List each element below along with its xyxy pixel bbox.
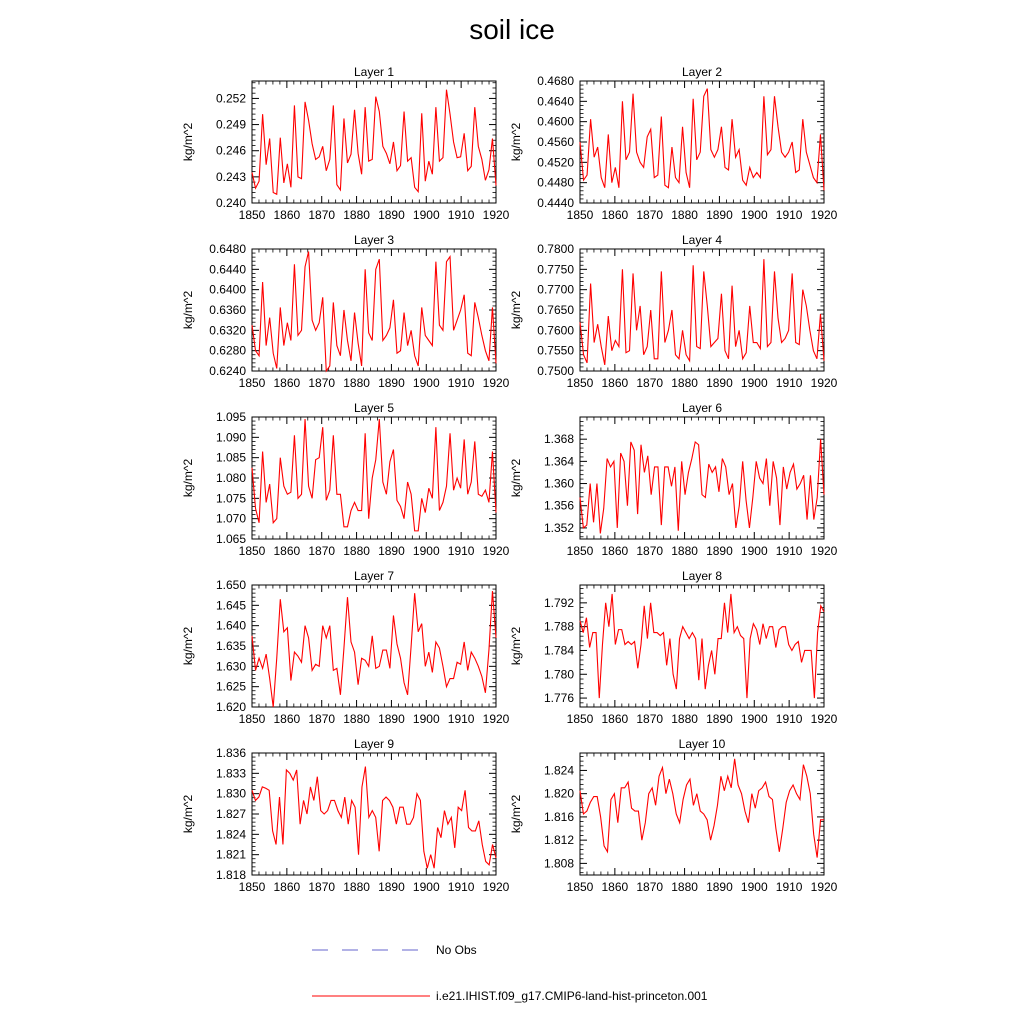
x-tick-label: 1870 bbox=[308, 544, 336, 558]
panel-title: Layer 8 bbox=[681, 569, 723, 583]
x-tick-label: 1860 bbox=[273, 880, 301, 894]
y-tick-label: 1.824 bbox=[543, 763, 574, 778]
x-tick-label: 1890 bbox=[706, 712, 733, 726]
x-tick-label: 1890 bbox=[706, 544, 733, 558]
x-tick-label: 1850 bbox=[566, 544, 594, 558]
chart-panel-4 bbox=[509, 233, 838, 390]
x-tick-label: 1870 bbox=[636, 880, 664, 894]
series-line bbox=[580, 89, 824, 191]
x-tick-label: 1890 bbox=[706, 880, 733, 894]
x-tick-label: 1880 bbox=[343, 208, 370, 222]
y-axis-label: kg/m^2 bbox=[509, 794, 523, 834]
chart-panel-2 bbox=[509, 65, 838, 222]
x-tick-label: 1910 bbox=[775, 880, 803, 894]
panel-title: Layer 2 bbox=[681, 65, 723, 79]
y-tick-label: 1.080 bbox=[215, 471, 246, 485]
plot-frame bbox=[252, 417, 496, 539]
y-tick-label: 1.095 bbox=[215, 410, 246, 424]
y-axis-label: kg/m^2 bbox=[509, 122, 523, 162]
y-tick-label: 1.827 bbox=[215, 807, 246, 821]
y-tick-label: 0.6480 bbox=[209, 242, 246, 256]
x-tick-label: 1880 bbox=[671, 376, 698, 390]
y-tick-label: 1.640 bbox=[215, 618, 246, 633]
x-tick-label: 1880 bbox=[671, 544, 698, 558]
panel-title: Layer 4 bbox=[681, 233, 723, 247]
y-tick-label: 1.630 bbox=[215, 659, 246, 674]
x-tick-label: 1900 bbox=[740, 712, 768, 726]
y-tick-label: 1.090 bbox=[215, 430, 246, 445]
x-tick-label: 1910 bbox=[775, 208, 803, 222]
chart-panel-1 bbox=[181, 65, 510, 222]
chart-panel-8 bbox=[509, 569, 838, 726]
y-tick-label: 1.645 bbox=[215, 598, 246, 613]
x-tick-label: 1870 bbox=[308, 712, 336, 726]
legend-label-model: i.e21.IHIST.f09_g17.CMIP6-land-hist-princeton.001 bbox=[436, 989, 708, 1003]
y-tick-label: 0.7600 bbox=[537, 323, 574, 338]
x-tick-label: 1880 bbox=[671, 712, 698, 726]
x-tick-label: 1890 bbox=[378, 544, 405, 558]
series-line bbox=[252, 591, 496, 707]
y-tick-label: 0.7700 bbox=[537, 282, 574, 297]
y-tick-label: 1.364 bbox=[543, 454, 574, 469]
y-tick-label: 0.6320 bbox=[209, 323, 246, 338]
x-tick-label: 1870 bbox=[636, 208, 664, 222]
y-tick-label: 0.4480 bbox=[537, 175, 574, 190]
y-axis-label: kg/m^2 bbox=[181, 458, 195, 498]
y-tick-label: 1.818 bbox=[215, 868, 246, 882]
x-tick-label: 1910 bbox=[775, 544, 803, 558]
y-axis-label: kg/m^2 bbox=[181, 626, 195, 666]
series-line bbox=[580, 759, 824, 858]
y-axis-label: kg/m^2 bbox=[509, 290, 523, 330]
x-tick-label: 1910 bbox=[447, 712, 475, 726]
plot-frame bbox=[252, 81, 496, 203]
x-tick-label: 1880 bbox=[671, 880, 698, 894]
x-tick-label: 1920 bbox=[810, 208, 838, 222]
y-tick-label: 0.4520 bbox=[537, 155, 574, 170]
x-tick-label: 1850 bbox=[566, 376, 594, 390]
x-tick-label: 1920 bbox=[810, 712, 838, 726]
y-tick-label: 0.7650 bbox=[537, 303, 574, 317]
x-tick-label: 1890 bbox=[378, 880, 405, 894]
y-tick-label: 1.650 bbox=[215, 578, 246, 592]
series-line bbox=[252, 90, 496, 195]
x-tick-label: 1850 bbox=[566, 208, 594, 222]
x-tick-label: 1880 bbox=[343, 544, 370, 558]
y-tick-label: 1.065 bbox=[215, 532, 246, 546]
x-tick-label: 1860 bbox=[601, 880, 629, 894]
y-tick-label: 0.7750 bbox=[537, 262, 574, 277]
y-axis-label: kg/m^2 bbox=[509, 626, 523, 666]
y-tick-label: 1.085 bbox=[215, 450, 246, 465]
x-tick-label: 1870 bbox=[308, 880, 336, 894]
x-tick-label: 1860 bbox=[273, 712, 301, 726]
y-tick-label: 1.780 bbox=[543, 667, 574, 682]
x-tick-label: 1910 bbox=[447, 376, 475, 390]
y-tick-label: 1.784 bbox=[543, 643, 574, 658]
plot-frame bbox=[580, 81, 824, 203]
y-tick-label: 0.246 bbox=[215, 143, 246, 158]
x-tick-label: 1920 bbox=[810, 880, 838, 894]
x-tick-label: 1900 bbox=[412, 376, 440, 390]
x-tick-label: 1920 bbox=[482, 712, 510, 726]
y-tick-label: 0.243 bbox=[215, 169, 246, 184]
y-tick-label: 0.4680 bbox=[537, 74, 574, 88]
x-tick-label: 1900 bbox=[740, 880, 768, 894]
x-tick-label: 1900 bbox=[412, 208, 440, 222]
y-tick-label: 1.824 bbox=[215, 827, 246, 842]
legend bbox=[312, 943, 708, 1003]
x-tick-label: 1870 bbox=[636, 376, 664, 390]
x-tick-label: 1910 bbox=[775, 376, 803, 390]
x-tick-label: 1910 bbox=[447, 208, 475, 222]
x-tick-label: 1890 bbox=[378, 376, 405, 390]
y-tick-label: 0.7550 bbox=[537, 343, 574, 358]
y-tick-label: 1.360 bbox=[543, 476, 574, 491]
y-tick-label: 1.830 bbox=[215, 786, 246, 801]
y-tick-label: 0.4440 bbox=[537, 196, 574, 210]
x-tick-label: 1860 bbox=[601, 376, 629, 390]
y-tick-label: 1.635 bbox=[215, 639, 246, 653]
x-tick-label: 1920 bbox=[810, 544, 838, 558]
x-tick-label: 1870 bbox=[308, 208, 336, 222]
x-tick-label: 1850 bbox=[238, 712, 266, 726]
x-tick-label: 1920 bbox=[482, 880, 510, 894]
y-tick-label: 1.070 bbox=[215, 511, 246, 526]
x-tick-label: 1860 bbox=[601, 208, 629, 222]
x-tick-label: 1920 bbox=[482, 208, 510, 222]
y-axis-label: kg/m^2 bbox=[181, 794, 195, 834]
x-tick-label: 1880 bbox=[671, 208, 698, 222]
panel-title: Layer 1 bbox=[353, 65, 395, 79]
y-tick-label: 0.7500 bbox=[537, 364, 574, 378]
x-tick-label: 1890 bbox=[706, 208, 733, 222]
legend-label-no-obs: No Obs bbox=[436, 943, 477, 957]
y-tick-label: 0.7800 bbox=[537, 242, 574, 256]
x-tick-label: 1860 bbox=[601, 712, 629, 726]
y-tick-label: 1.356 bbox=[543, 498, 574, 513]
x-tick-label: 1880 bbox=[343, 880, 370, 894]
x-tick-label: 1880 bbox=[343, 712, 370, 726]
series-line bbox=[252, 419, 496, 531]
panel-title: Layer 9 bbox=[353, 737, 395, 751]
x-tick-label: 1860 bbox=[601, 544, 629, 558]
y-tick-label: 1.792 bbox=[543, 595, 574, 610]
x-tick-label: 1920 bbox=[810, 376, 838, 390]
series-line bbox=[580, 259, 824, 365]
x-tick-label: 1900 bbox=[740, 208, 768, 222]
x-tick-label: 1920 bbox=[482, 544, 510, 558]
y-tick-label: 0.240 bbox=[215, 196, 246, 210]
x-tick-label: 1890 bbox=[378, 712, 405, 726]
y-axis-label: kg/m^2 bbox=[181, 290, 195, 330]
panel-title: Layer 7 bbox=[353, 569, 395, 583]
x-tick-label: 1900 bbox=[412, 712, 440, 726]
x-tick-label: 1850 bbox=[238, 376, 266, 390]
x-tick-label: 1900 bbox=[412, 544, 440, 558]
x-tick-label: 1900 bbox=[740, 376, 768, 390]
x-tick-label: 1850 bbox=[238, 880, 266, 894]
x-tick-label: 1880 bbox=[343, 376, 370, 390]
y-tick-label: 0.6440 bbox=[209, 262, 246, 277]
x-tick-label: 1900 bbox=[412, 880, 440, 894]
x-tick-label: 1910 bbox=[775, 712, 803, 726]
x-tick-label: 1890 bbox=[378, 208, 405, 222]
series-line bbox=[580, 439, 824, 533]
y-tick-label: 0.4560 bbox=[537, 135, 574, 149]
x-tick-label: 1910 bbox=[447, 880, 475, 894]
x-tick-label: 1860 bbox=[273, 544, 301, 558]
x-tick-label: 1900 bbox=[740, 544, 768, 558]
y-tick-label: 0.6280 bbox=[209, 343, 246, 358]
chart-panel-7 bbox=[181, 569, 510, 726]
panel-title: Layer 10 bbox=[678, 737, 726, 751]
y-tick-label: 1.075 bbox=[215, 491, 246, 506]
y-tick-label: 1.812 bbox=[543, 833, 574, 848]
x-tick-label: 1870 bbox=[308, 376, 336, 390]
panel-title: Layer 5 bbox=[353, 401, 395, 415]
y-tick-label: 0.249 bbox=[215, 117, 246, 132]
chart-panel-3 bbox=[181, 233, 510, 390]
chart-panel-10 bbox=[509, 737, 838, 894]
y-tick-label: 1.836 bbox=[215, 746, 246, 760]
chart-panel-6 bbox=[509, 401, 838, 558]
y-tick-label: 0.6360 bbox=[209, 303, 246, 317]
series-line bbox=[580, 594, 824, 698]
y-tick-label: 1.625 bbox=[215, 679, 246, 694]
x-tick-label: 1920 bbox=[482, 376, 510, 390]
y-tick-label: 0.6240 bbox=[209, 364, 246, 378]
y-tick-label: 0.6400 bbox=[209, 282, 246, 297]
x-tick-label: 1850 bbox=[566, 712, 594, 726]
series-line bbox=[252, 252, 496, 371]
y-tick-label: 1.776 bbox=[543, 691, 574, 706]
y-tick-label: 0.4600 bbox=[537, 114, 574, 129]
chart-panel-9 bbox=[181, 737, 510, 894]
y-tick-label: 0.252 bbox=[215, 91, 246, 106]
y-tick-label: 1.821 bbox=[215, 847, 246, 862]
y-axis-label: kg/m^2 bbox=[509, 458, 523, 498]
y-tick-label: 1.833 bbox=[215, 766, 246, 781]
y-tick-label: 0.4640 bbox=[537, 94, 574, 109]
y-tick-label: 1.368 bbox=[543, 432, 574, 447]
page-title: soil ice bbox=[469, 14, 555, 45]
y-tick-label: 1.352 bbox=[543, 520, 574, 535]
x-tick-label: 1870 bbox=[636, 712, 664, 726]
panel-title: Layer 6 bbox=[681, 401, 723, 415]
panel-title: Layer 3 bbox=[353, 233, 395, 247]
y-tick-label: 1.808 bbox=[543, 856, 574, 871]
y-tick-label: 1.620 bbox=[215, 700, 246, 714]
x-tick-label: 1850 bbox=[238, 544, 266, 558]
y-tick-label: 1.788 bbox=[543, 619, 574, 634]
x-tick-label: 1870 bbox=[636, 544, 664, 558]
y-tick-label: 1.816 bbox=[543, 809, 574, 824]
series-line bbox=[252, 767, 496, 869]
x-tick-label: 1850 bbox=[238, 208, 266, 222]
x-tick-label: 1860 bbox=[273, 376, 301, 390]
x-tick-label: 1850 bbox=[566, 880, 594, 894]
x-tick-label: 1910 bbox=[447, 544, 475, 558]
y-tick-label: 1.820 bbox=[543, 786, 574, 801]
x-tick-label: 1860 bbox=[273, 208, 301, 222]
y-axis-label: kg/m^2 bbox=[181, 122, 195, 162]
chart-panel-5 bbox=[181, 401, 510, 558]
x-tick-label: 1890 bbox=[706, 376, 733, 390]
